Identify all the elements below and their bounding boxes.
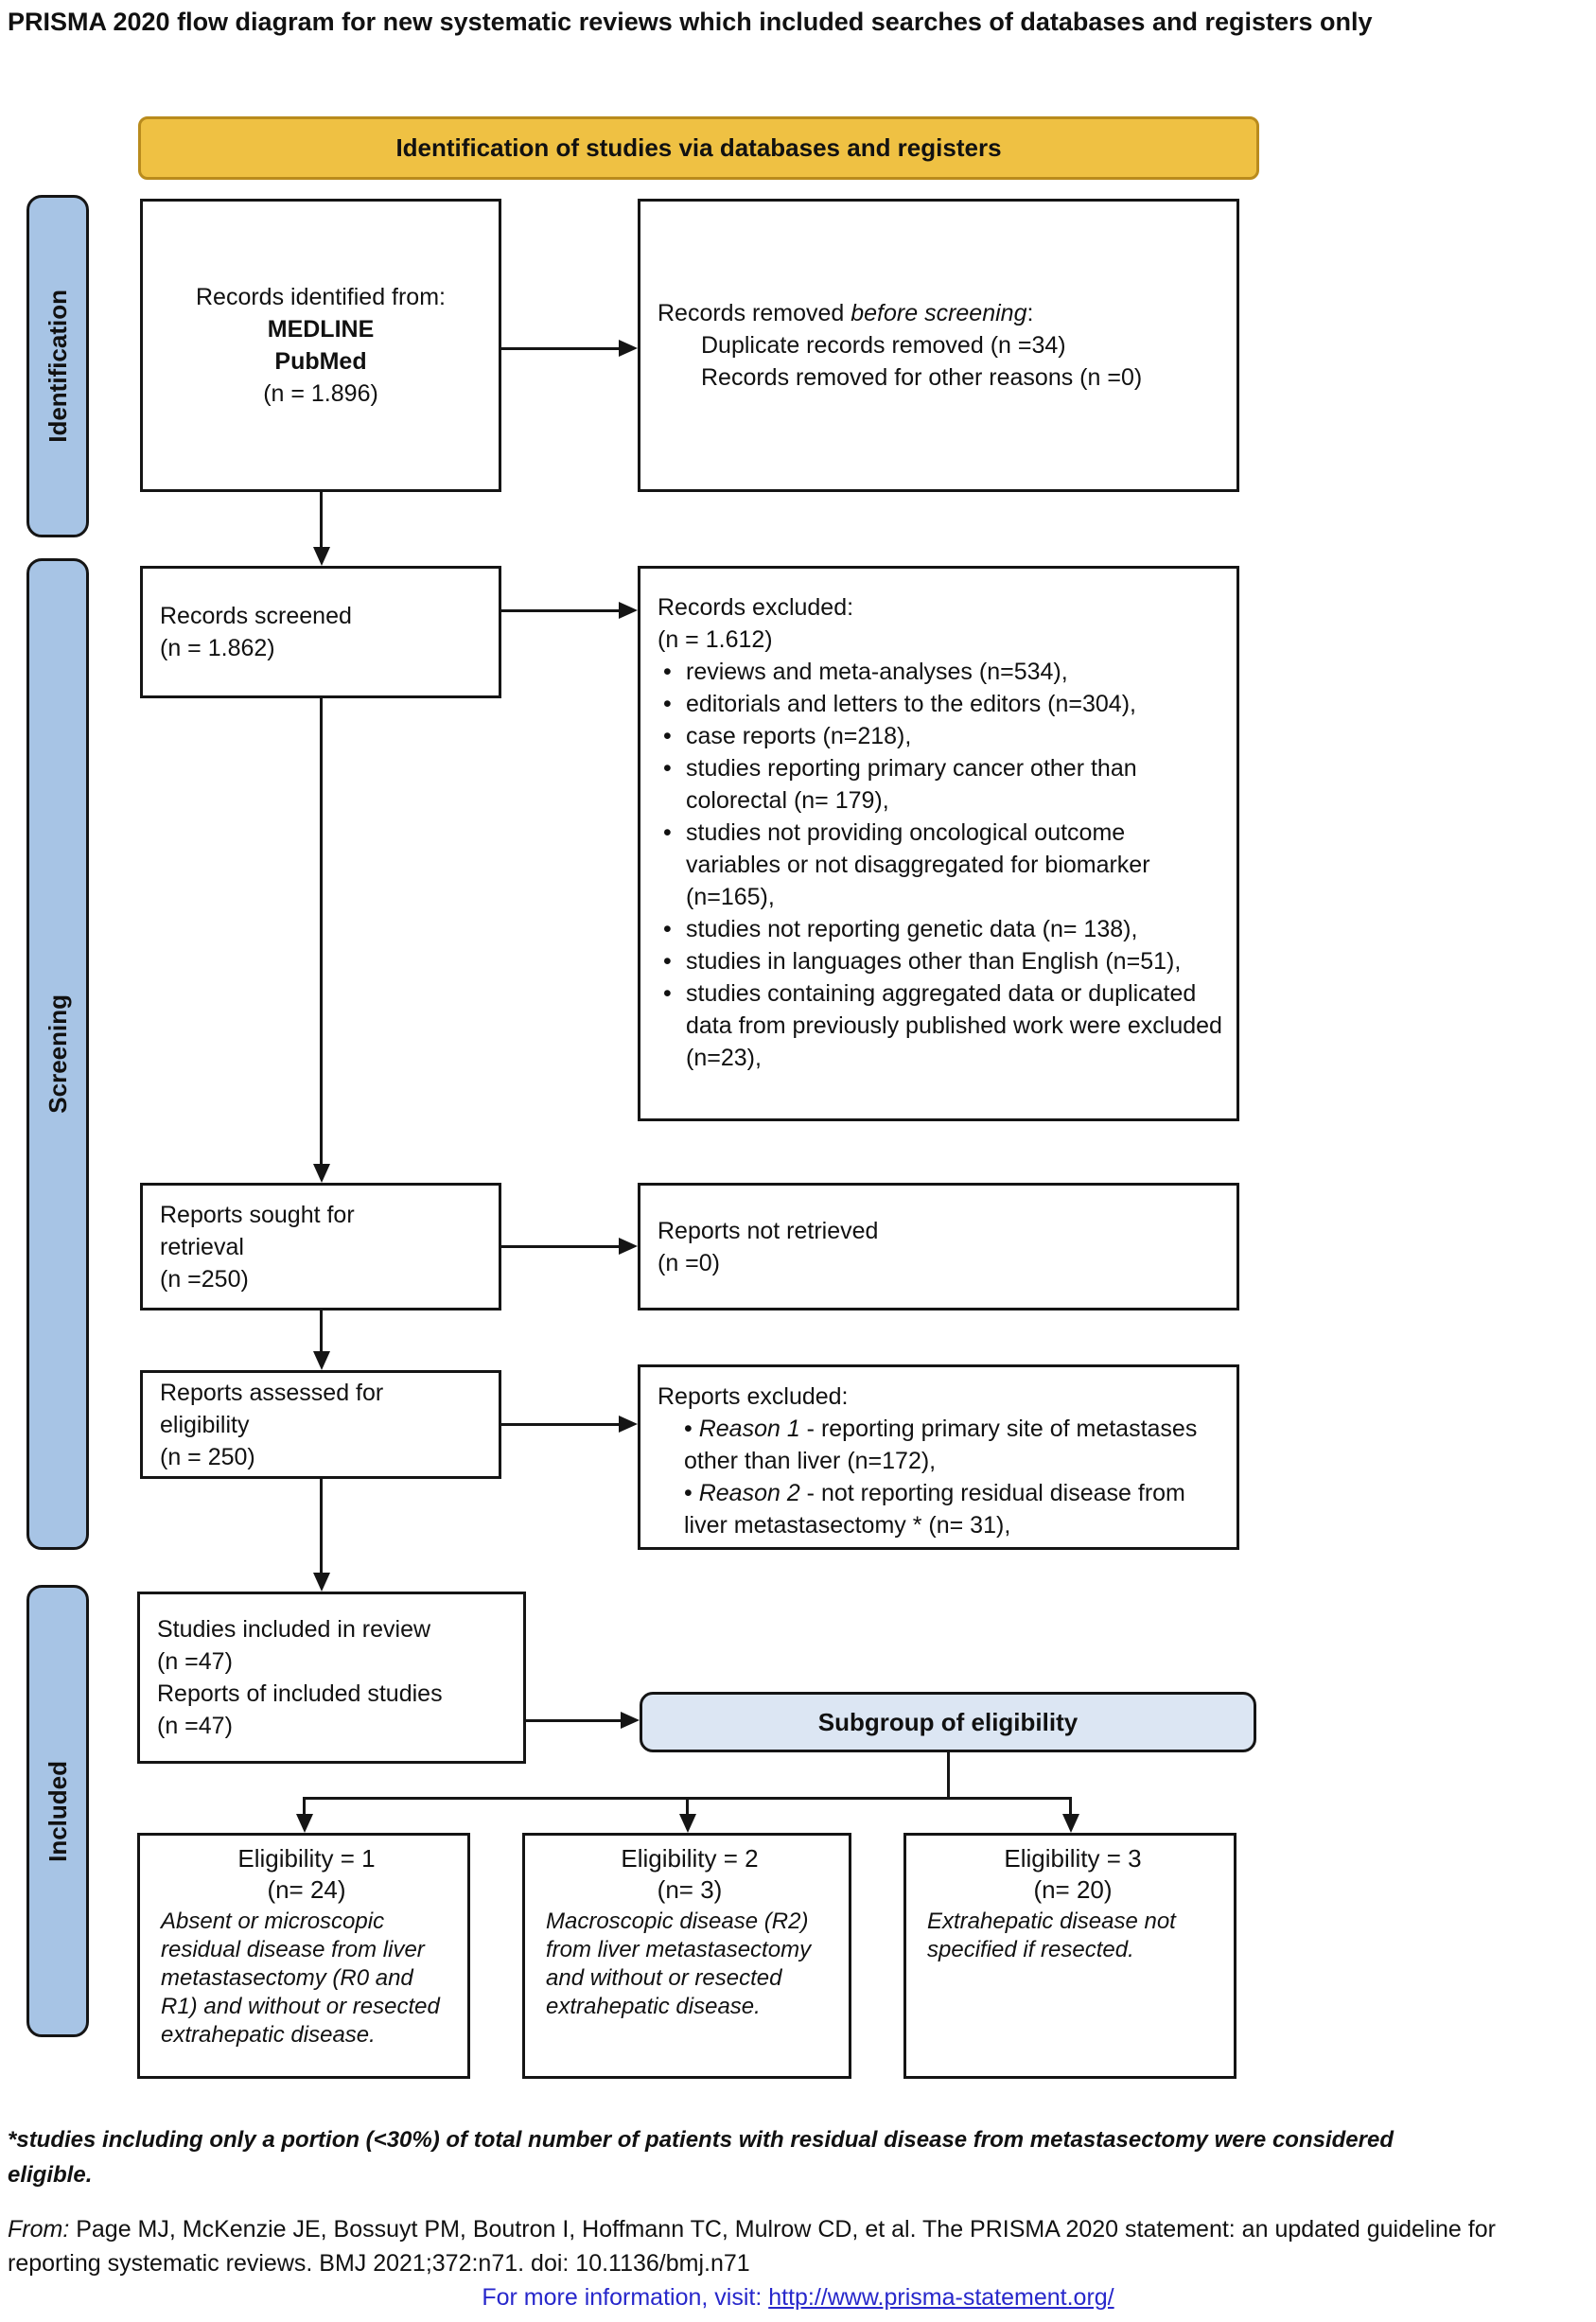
eligibility-1-title: Eligibility = 1 [237,1844,376,1873]
list-item: • editorials and letters to the editors (n=304), [658,688,1225,720]
eligibility-3-description: Extrahepatic disease not specified if resected. [927,1909,1176,1962]
citation-text: Page MJ, McKenzie JE, Bossuyt PM, Boutron I, Hoffmann TC, Mulrow CD, et al. The PRISMA 2020 statement: an updated guideline for reporting systematic reviews. BMJ 2021;372:n71. doi: 10.1136/bmj.n71 [8,2216,1496,2277]
reports-sought-line2: retrieval [160,1233,244,1260]
arrowhead-down-icon [313,1573,330,1592]
citation-from-label: From: [8,2216,70,2243]
arrowhead-down-icon [313,547,330,566]
records-excluded-list [658,656,1225,1074]
arrowhead-down-icon [1062,1814,1079,1833]
records-identified-line: Records identified from: [195,284,446,310]
list-item: • studies reporting primary cancer other than colorectal (n= 179), [658,752,1225,817]
arrowhead-right-icon [621,1712,640,1729]
reports-assessed-line1: Reports assessed for [160,1379,384,1406]
sidebar-stage-identification [26,195,89,537]
records-screened-count: (n = 1.862) [160,635,275,661]
more-information-prefix: For more information, visit: [482,2284,769,2311]
reports-assessed-line2: eligibility [160,1411,250,1438]
eligibility-2-title: Eligibility = 2 [621,1844,759,1873]
studies-included-line2: Reports of included studies [157,1680,443,1707]
records-screened-line: Records screened [160,603,352,629]
arrowhead-right-icon [619,340,638,357]
eligibility-1-description: Absent or microscopic residual disease from liver metastasectomy (R0 and R1) and without or resected extrahepatic disease. [161,1909,440,2048]
records-excluded-count: (n = 1.612) [658,626,773,653]
arrowhead-right-icon [619,602,638,619]
arrowhead-right-icon [619,1238,638,1255]
reports-sought-line1: Reports sought for [160,1201,355,1228]
records-identified-source-medline: MEDLINE [267,316,375,343]
records-excluded-title: Records excluded: [658,594,854,621]
records-identified-count: (n = 1.896) [263,380,378,407]
reports-excluded-title: Reports excluded: [658,1383,849,1410]
records-identified-source-pubmed: PubMed [274,348,367,375]
box-eligibility-1 [137,1833,470,2079]
sidebar-stage-screening-label: Screening [43,994,72,1114]
arrowhead-down-icon [313,1164,330,1183]
records-removed-item: Records removed for other reasons (n =0) [701,364,1143,391]
banner-identification-of-studies: Identification of studies via databases and registers [138,116,1259,180]
reports-excluded-reason-1: • Reason 1 - reporting primary site of metastases other than liver (n=172), [684,1416,1198,1474]
eligibility-2-count: (n= 3) [657,1875,723,1904]
citation [8,2212,1592,2280]
studies-included-count1: (n =47) [157,1648,233,1675]
prisma-statement-link[interactable]: http://www.prisma-statement.org/ [768,2284,1114,2311]
arrowhead-right-icon [619,1416,638,1433]
eligibility-2-description: Macroscopic disease (R2) from liver metastasectomy and without or resected extrahepatic disease. [546,1909,812,2019]
records-removed-heading: Records removed before screening: [658,300,1034,326]
box-eligibility-3 [903,1833,1236,2079]
arrowhead-down-icon [296,1814,313,1833]
arrowhead-down-icon [313,1351,330,1370]
eligibility-1-count: (n= 24) [267,1875,346,1904]
list-item: • reviews and meta-analyses (n=534), [658,656,1225,688]
box-records-screened [140,566,501,698]
list-item: • studies not reporting genetic data (n= 138), [658,913,1225,945]
more-information-line [0,2284,1596,2312]
reports-excluded-reason-2: • Reason 2 - not reporting residual disease from liver metastasectomy * (n= 31), [684,1480,1185,1539]
box-subgroup-of-eligibility: Subgroup of eligibility [640,1692,1256,1752]
sidebar-stage-identification-label: Identification [43,290,72,443]
list-item: • studies containing aggregated data or duplicated data from previously published work were excluded (n=23), [658,977,1225,1074]
studies-included-line1: Studies included in review [157,1616,431,1643]
reports-assessed-count: (n = 250) [160,1443,255,1470]
sidebar-stage-included-label: Included [43,1760,72,1862]
page-title: PRISMA 2020 flow diagram for new systematic reviews which included searches of databases and registers only [8,8,1373,36]
box-reports-excluded [638,1364,1239,1550]
box-reports-assessed [140,1370,501,1479]
list-item: • case reports (n=218), [658,720,1225,752]
box-records-identified [140,199,501,492]
list-item: • studies in languages other than English (n=51), [658,945,1225,977]
sidebar-stage-included [26,1585,89,2037]
reports-not-retrieved-line: Reports not retrieved [658,1217,879,1244]
eligibility-3-title: Eligibility = 3 [1004,1844,1142,1873]
arrowhead-down-icon [679,1814,696,1833]
reports-not-retrieved-count: (n =0) [658,1249,721,1276]
box-reports-not-retrieved [638,1183,1239,1311]
box-studies-included [137,1592,526,1764]
box-records-excluded [638,566,1239,1121]
footnote-eligibility-criteria: *studies including only a portion (<30%) of total number of patients with residual disease from metastasectomy were considered eligible. [8,2127,1394,2188]
reports-sought-count: (n =250) [160,1265,249,1293]
eligibility-3-count: (n= 20) [1033,1875,1113,1904]
records-removed-item: Duplicate records removed (n =34) [701,332,1066,359]
sidebar-stage-screening [26,558,89,1550]
list-item: • studies not providing oncological outcome variables or not disaggregated for biomarker (n=165), [658,817,1225,913]
box-records-removed [638,199,1239,492]
box-eligibility-2 [522,1833,851,2079]
box-reports-sought [140,1183,501,1311]
studies-included-count2: (n =47) [157,1713,233,1739]
